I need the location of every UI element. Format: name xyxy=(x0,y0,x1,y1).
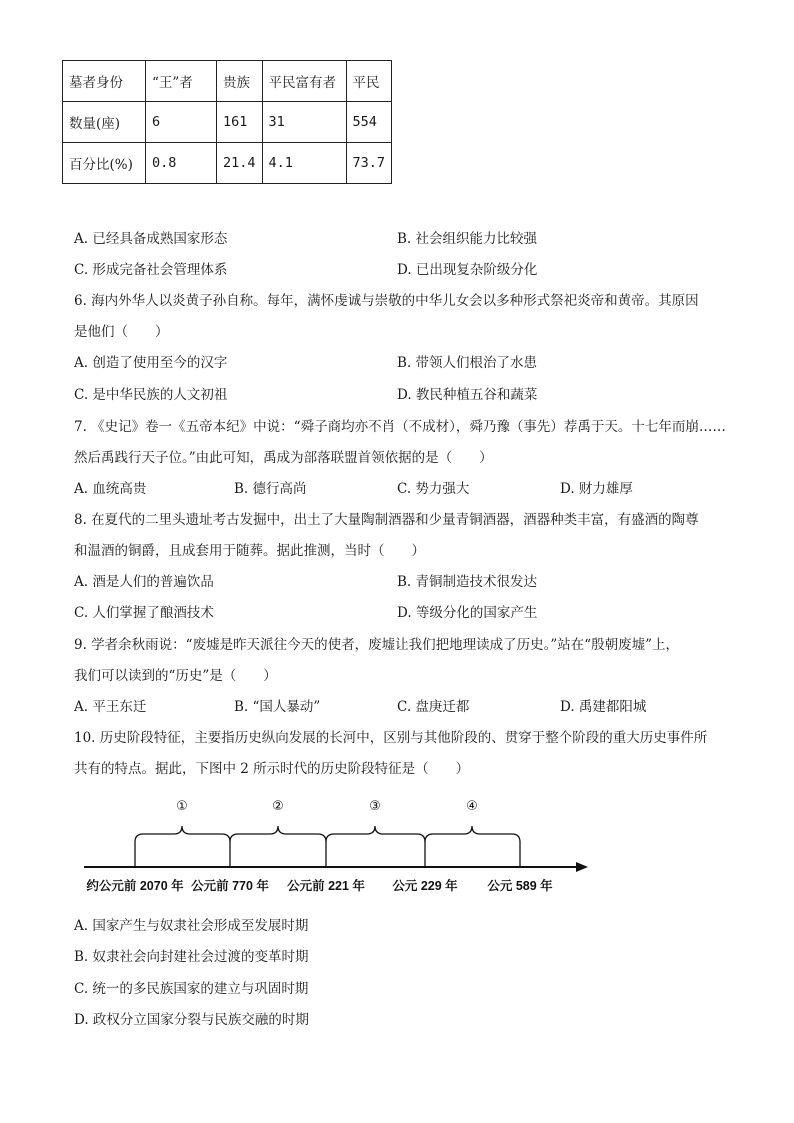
table-cell: 0.8 xyxy=(146,143,217,184)
q7-option-c[interactable]: C. 势力强大 xyxy=(397,481,470,497)
q7-stem-cont: 然后禹践行天子位。”由此可知，禹成为部落联盟首领依据的是（ ） xyxy=(74,450,493,466)
segment-brace-2 xyxy=(230,826,326,842)
q10-option-d[interactable]: D. 政权分立国家分裂与民族交融的时期 xyxy=(74,1012,309,1028)
history-timeline-diagram xyxy=(70,790,600,900)
table-header-row xyxy=(63,61,392,102)
q6-stem: 6. 海内外华人以炎黄子孙自称。每年，满怀虔诚与崇敬的中华儿女会以多种形式祭祀炎帝和黄帝。其原因 xyxy=(74,293,699,309)
burial-statistics-table xyxy=(62,60,392,184)
q5-option-c[interactable]: C. 形成完备社会管理体系 xyxy=(74,262,228,278)
q10-stem: 10. 历史阶段特征，主要指历史纵向发展的长河中，区别与其他阶段的、贯穿于整个阶段的重大历史事件所 xyxy=(74,730,708,746)
q6-option-a[interactable]: A. 创造了使用至今的汉字 xyxy=(74,355,228,371)
segment-label-4: ④ xyxy=(466,799,478,814)
q9-option-b[interactable]: B. “国人暴动” xyxy=(234,699,321,715)
q9-option-c[interactable]: C. 盘庚迁都 xyxy=(397,699,470,715)
table-cell: 554 xyxy=(346,102,392,143)
table-cell: 73.7 xyxy=(346,143,392,184)
segment-brace-1 xyxy=(135,826,230,842)
q9-option-a[interactable]: A. 平王东迁 xyxy=(74,699,147,715)
q8-option-d[interactable]: D. 等级分化的国家产生 xyxy=(397,605,538,621)
q9-option-d[interactable]: D. 禹建都阳城 xyxy=(560,699,647,715)
q8-option-a[interactable]: A. 酒是人们的普遍饮品 xyxy=(74,574,214,590)
q10-option-c[interactable]: C. 统一的多民族国家的建立与巩固时期 xyxy=(74,981,309,997)
q10-stem-cont: 共有的特点。据此，下图中 2 所示时代的历史阶段特征是（ ） xyxy=(74,761,470,777)
table-row xyxy=(63,143,392,184)
table-header-cell: “王”者 xyxy=(146,61,217,102)
timeline-tick-label: 约公元前 2070 年 xyxy=(86,879,184,893)
table-cell: 4.1 xyxy=(262,143,346,184)
table-cell: 数量(座) xyxy=(63,102,146,143)
q7-option-b[interactable]: B. 德行高尚 xyxy=(234,481,307,497)
q9-stem: 9. 学者余秋雨说：“废墟是昨天派往今天的使者，废墟让我们把地理读成了历史。”站在“殷朝废墟”上， xyxy=(74,637,680,653)
q9-stem-cont: 我们可以读到的“历史”是（ ） xyxy=(74,668,277,684)
q8-option-c[interactable]: C. 人们掌握了酿酒技术 xyxy=(74,605,214,621)
timeline-tick-label: 公元 589 年 xyxy=(487,879,553,893)
q7-option-a[interactable]: A. 血统高贵 xyxy=(74,481,147,497)
q6-stem-cont: 是他们（ ） xyxy=(74,324,169,340)
table-header-cell: 贵族 xyxy=(217,61,263,102)
q8-option-b[interactable]: B. 青铜制造技术很发达 xyxy=(397,574,538,590)
table-cell: 21.4 xyxy=(217,143,263,184)
timeline-tick-label: 公元前 770 年 xyxy=(191,879,269,893)
table-header-cell: 平民富有者 xyxy=(262,61,346,102)
segment-label-2: ② xyxy=(272,799,284,814)
q10-option-a[interactable]: A. 国家产生与奴隶社会形成至发展时期 xyxy=(74,918,309,934)
segment-label-1: ① xyxy=(176,799,188,814)
q6-option-b[interactable]: B. 带领人们根治了水患 xyxy=(397,355,538,371)
table-row xyxy=(63,102,392,143)
table-cell: 161 xyxy=(217,102,263,143)
segment-label-3: ③ xyxy=(369,799,381,814)
timeline-arrow-icon xyxy=(576,862,588,872)
q5-option-b[interactable]: B. 社会组织能力比较强 xyxy=(397,231,538,247)
q6-option-c[interactable]: C. 是中华民族的人文初祖 xyxy=(74,387,228,403)
table-cell: 6 xyxy=(146,102,217,143)
q10-option-b[interactable]: B. 奴隶社会向封建社会过渡的变革时期 xyxy=(74,949,309,965)
q5-option-a[interactable]: A. 已经具备成熟国家形态 xyxy=(74,231,228,247)
q5-option-d[interactable]: D. 已出现复杂阶级分化 xyxy=(397,262,538,278)
table-cell: 百分比(%) xyxy=(63,143,146,184)
table-cell: 31 xyxy=(262,102,346,143)
table-header-cell: 墓者身份 xyxy=(63,61,146,102)
table-header-cell: 平民 xyxy=(346,61,392,102)
segment-brace-3 xyxy=(326,826,425,842)
timeline-tick-label: 公元前 221 年 xyxy=(287,879,365,893)
q7-option-d[interactable]: D. 财力雄厚 xyxy=(560,481,633,497)
q7-stem: 7. 《史记》卷一《五帝本纪》中说：“舜子商均亦不肖（不成材），舜乃豫（事先）荐禹于天。十七年而崩…… xyxy=(74,419,726,435)
q8-stem: 8. 在夏代的二里头遗址考古发掘中，出土了大量陶制酒器和少量青铜酒器，酒器种类丰富，有盛酒的陶尊 xyxy=(74,512,699,528)
segment-brace-4 xyxy=(425,826,520,842)
timeline-tick-label: 公元 229 年 xyxy=(392,879,458,893)
q6-option-d[interactable]: D. 教民种植五谷和蔬菜 xyxy=(397,387,538,403)
q8-stem-cont: 和温酒的铜爵，且成套用于随葬。据此推测，当时（ ） xyxy=(74,543,425,559)
